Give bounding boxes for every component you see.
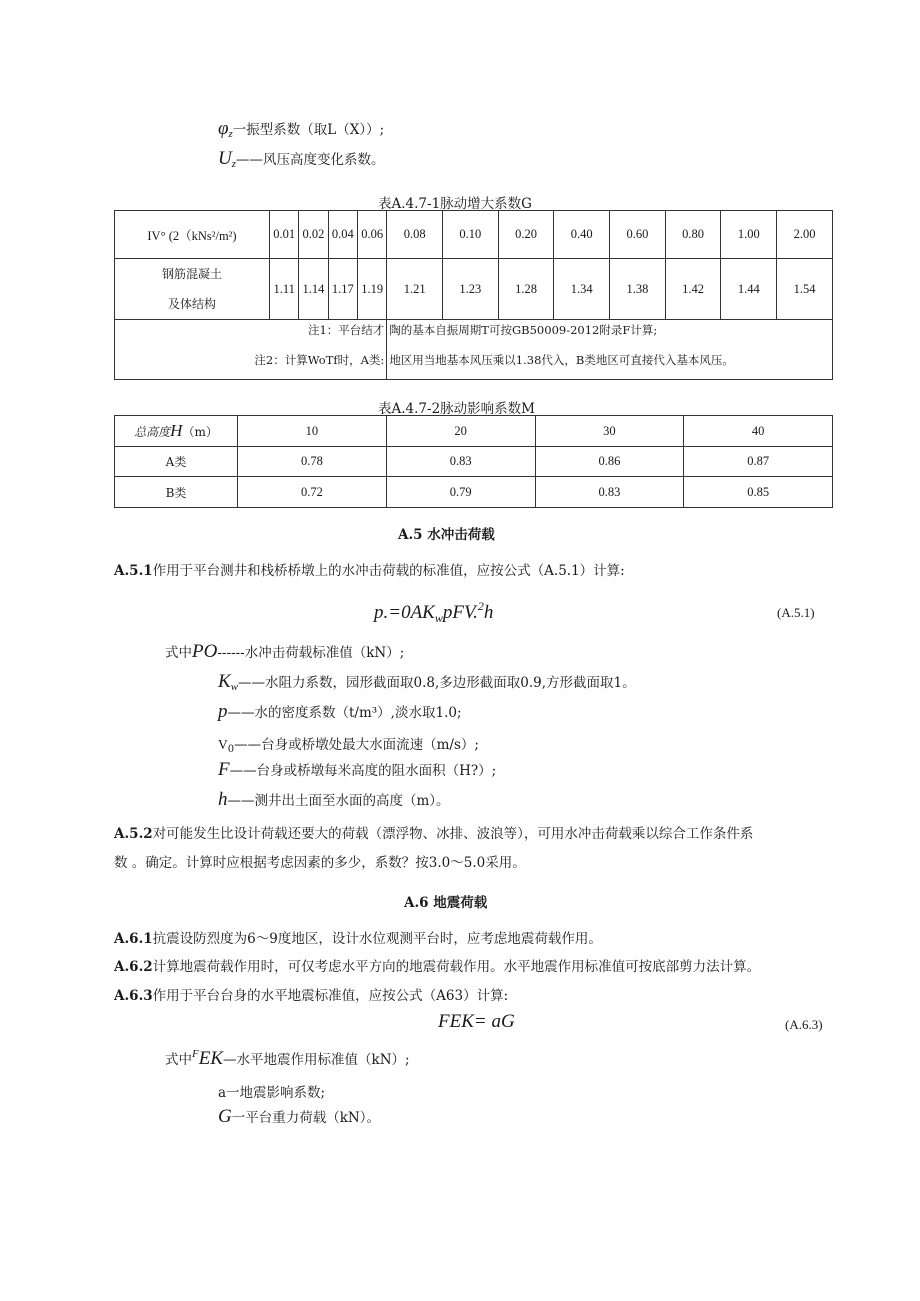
formula-sup: 2 (477, 599, 484, 613)
table1-value-cell: 1.17 (328, 259, 357, 320)
a5-2-number: A.5.2 (114, 826, 153, 842)
table2-height-cell: 20 (386, 416, 535, 447)
def-text: ——台身或桥墩处最大水面流速（m/s）; (234, 737, 479, 753)
table1-notes-left (115, 320, 387, 380)
def-text: ——台身或桥墩每米高度的阻水面积（H?）; (229, 763, 497, 779)
a6-3-number: A.6.3 (114, 988, 153, 1004)
u-subscript: z (231, 158, 237, 170)
a6-2-paragraph (114, 955, 760, 975)
table2-header-row (115, 416, 833, 447)
def-symbol: h (218, 789, 228, 810)
note1-left: 注1：平台结才 (307, 323, 385, 337)
table2-row-label: B类 (115, 477, 238, 508)
table1-header-cell: 0.10 (443, 211, 499, 259)
a6-1-paragraph (114, 927, 602, 947)
u-symbol: U (218, 148, 232, 169)
def-f (218, 759, 496, 781)
def-text: ——测井出土面至水面的高度（m）。 (227, 793, 450, 809)
table1-value-cell: 1.14 (299, 259, 328, 320)
table1-header-cell: 0.01 (270, 211, 299, 259)
a6-2-text: 计算地震荷载作用时，可仅考虑水平方向的地震荷载作用。水平地震作用标准值可按底部剪力法计算。 (152, 959, 761, 975)
table1-value-cell: 1.34 (554, 259, 610, 320)
where-text: ------水冲击荷载标准值（kN）; (217, 645, 405, 661)
note1-right: 陶的基本自振周期T可按GB50009-2012附录F计算; (389, 323, 658, 337)
table2-value-cell: 0.86 (535, 447, 684, 477)
table1-row-label (115, 259, 270, 320)
a5-1-text: 作用于平台测井和栈桥桥墩上的水冲击荷载的标准值，应按公式（A.5.1）计算: (152, 563, 625, 579)
note2-right: 地区用当地基本风压乘以1.38代入，B类地区可直接代入基本风压。 (389, 353, 734, 367)
def-text: ——水的密度系数（t/m³）,淡水取1.0; (227, 705, 462, 721)
table1-notes-row (115, 320, 833, 380)
table1-caption: 表A.4.7-1脉动增大系数G (378, 196, 532, 212)
def-u (218, 148, 385, 170)
def-kw (218, 671, 636, 693)
table2-height-cell: 10 (238, 416, 387, 447)
table2-caption: 表A.4.7-2脉动影响系数M (378, 401, 535, 417)
a6-1-number: A.6.1 (114, 931, 153, 947)
table2-height-cell: 40 (684, 416, 833, 447)
table1-header-cell: 0.40 (554, 211, 610, 259)
eq-no-a6-3: (A.6.3) (785, 1017, 823, 1032)
table2-row-b (115, 477, 833, 508)
table1-header-cell: 0.06 (357, 211, 386, 259)
def-subscript: 0 (227, 744, 235, 755)
a5-2-line2: 数 。确定。计算时应根据考虑因素的多少，系数？按3.0～5.0采用。 (114, 855, 526, 871)
where-prefix: 式中 (165, 645, 192, 661)
formula-part2: pFV. (442, 602, 478, 623)
table1-header-cell: 2.00 (777, 211, 833, 259)
eq-no-a5-1: (A.5.1) (777, 605, 815, 620)
def-subscript: w (230, 681, 239, 693)
table1-value-cell: 1.44 (721, 259, 777, 320)
a6-3-paragraph (114, 984, 508, 1004)
table2-height-cell: 30 (535, 416, 684, 447)
formula-sub: w (434, 611, 443, 625)
table2-value-cell: 0.83 (386, 447, 535, 477)
phi-subscript: z (228, 128, 233, 140)
a5-2-paragraph (114, 822, 753, 842)
table2-value-cell: 0.87 (684, 447, 833, 477)
table1-header-cell: 0.08 (387, 211, 443, 259)
def-a: a一地震影响系数; (218, 1085, 326, 1101)
where-symbol: EK (198, 1048, 224, 1069)
table2-value-cell: 0.78 (238, 447, 387, 477)
def-symbol: F (218, 759, 230, 780)
table1 (114, 210, 833, 380)
table2-row-a (115, 447, 833, 477)
table1-notes-right (387, 320, 833, 380)
def-symbol: G (218, 1106, 232, 1127)
def-text: 一平台重力荷载（kN）。 (231, 1110, 380, 1126)
table1-value-cell: 1.28 (498, 259, 554, 320)
table1-header-cell: 0.60 (610, 211, 666, 259)
table1-header-cell: 0.80 (665, 211, 721, 259)
where-symbol: PO (192, 641, 218, 662)
formula-a6-3: FEK= aG (438, 1011, 515, 1032)
table2-row-label: A类 (115, 447, 238, 477)
a5-1-number: A.5.1 (114, 563, 153, 579)
where-prefix: 式中 (165, 1052, 192, 1068)
formula-a5-1 (374, 599, 493, 626)
table1-value-cell: 1.42 (665, 259, 721, 320)
table2 (114, 415, 833, 508)
header-prefix: 总高度 (134, 425, 171, 439)
u-text: ——风压高度变化系数。 (236, 152, 385, 168)
table1-value-cell: 1.23 (443, 259, 499, 320)
where-symbol-sup: F (192, 1048, 199, 1060)
def-v0 (218, 733, 479, 755)
a6-3-text: 作用于平台台身的水平地震标准值，应按公式（A63）计算: (152, 988, 509, 1004)
a5-2-line1: 对可能发生比设计荷载还要大的荷载（漂浮物、冰排、波浪等），可用水冲击荷载乘以综合工作条件系 (152, 826, 754, 842)
table1-value-cell: 1.19 (357, 259, 386, 320)
a6-1-text: 抗震设防烈度为6～9度地区，设计水位观测平台时，应考虑地震荷载作用。 (152, 931, 602, 947)
def-symbol: K (218, 671, 231, 692)
def-p (218, 701, 462, 723)
formula-part3: h (483, 602, 494, 623)
row-label-line1: 钢筋混凝土 (161, 267, 222, 281)
row-label-line2: 及体结构 (167, 297, 216, 311)
table1-data-row (115, 259, 833, 320)
table1-header-row (115, 211, 833, 259)
table1-header-cell: 0.02 (299, 211, 328, 259)
table1-header-cell: 0.04 (328, 211, 357, 259)
table2-value-cell: 0.72 (238, 477, 387, 508)
section-a5-heading: A.5 水冲击荷载 (398, 527, 495, 543)
table1-value-cell: 1.38 (610, 259, 666, 320)
header-symbol-h: H (170, 421, 183, 440)
formula-part1: p.=0AK (374, 602, 435, 623)
header-unit: （m） (182, 425, 218, 439)
table1-value-cell: 1.54 (777, 259, 833, 320)
def-text: ——水阻力系数，园形截面取0.8,多边形截面取0.9,方形截面取1。 (238, 675, 636, 691)
def-phi (218, 118, 384, 140)
note2-left: 注2：计算WoTf时，A类: (254, 353, 385, 367)
table2-value-cell: 0.79 (386, 477, 535, 508)
def-symbol: V (218, 737, 228, 752)
table1-header-label: IV° (2（kNs²/m²) (115, 211, 270, 259)
table1-header-cell: 0.20 (498, 211, 554, 259)
table2-value-cell: 0.85 (684, 477, 833, 508)
def-h (218, 789, 450, 811)
a6-2-number: A.6.2 (114, 959, 153, 975)
where-text: —水平地震作用标准值（kN）; (223, 1052, 410, 1068)
a5-where-line (165, 641, 404, 663)
table2-header-label (115, 416, 238, 447)
a6-where-line (165, 1048, 410, 1070)
phi-symbol: φ (218, 118, 229, 139)
def-symbol: p (218, 701, 228, 722)
table1-value-cell: 1.11 (270, 259, 299, 320)
a5-1-paragraph (114, 559, 625, 579)
phi-text: 一振型系数（取L（X））; (232, 122, 385, 138)
table1-value-cell: 1.21 (387, 259, 443, 320)
def-g (218, 1106, 380, 1128)
table1-header-cell: 1.00 (721, 211, 777, 259)
section-a6-heading: A.6 地震荷载 (404, 895, 488, 911)
table2-value-cell: 0.83 (535, 477, 684, 508)
